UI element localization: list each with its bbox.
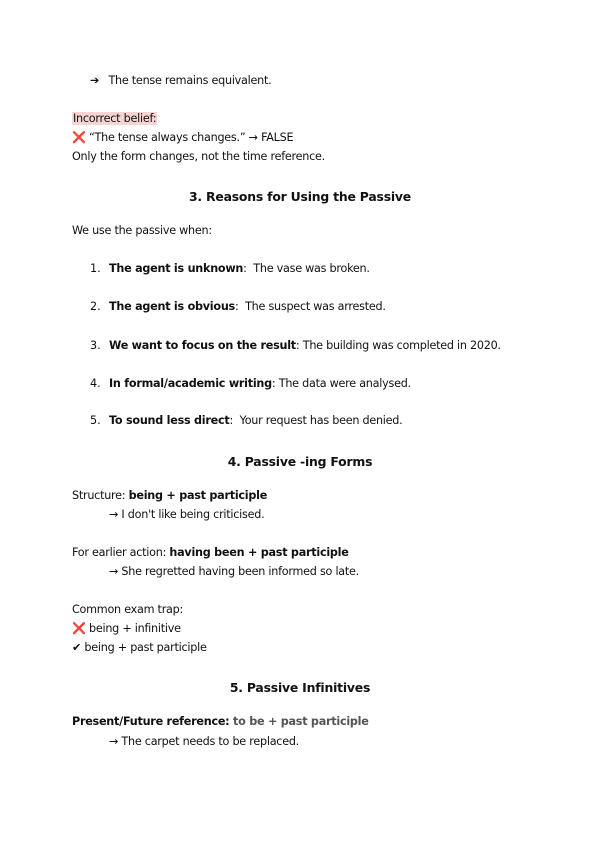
incorrect-belief-quote: “The tense always changes.” → FALSE xyxy=(89,131,294,144)
list-item-sep: : xyxy=(243,262,247,275)
list-item-sep: : xyxy=(234,300,239,313)
list-item-number: 2. xyxy=(90,300,101,313)
earlier-action-line xyxy=(72,545,349,561)
list-item xyxy=(109,338,501,354)
tense-equivalent-text: The tense remains equivalent. xyxy=(108,74,272,87)
exam-trap-wrong-line xyxy=(72,621,181,637)
list-item xyxy=(109,376,411,392)
section-4-heading: 4. Passive -ing Forms xyxy=(227,454,373,469)
check-mark-icon: ✔ xyxy=(72,641,82,654)
section-5-heading: 5. Passive Infinitives xyxy=(229,680,371,695)
list-item-bold: To sound less direct xyxy=(109,414,230,427)
arrow-icon: ➔ xyxy=(90,74,100,87)
list-item-text: The building was completed in 2020. xyxy=(299,339,501,352)
structure-value: being + past participle xyxy=(128,489,268,502)
cross-mark-icon: ❌ xyxy=(72,131,86,144)
incorrect-belief-label-line xyxy=(72,111,157,127)
structure-label: Structure: xyxy=(72,489,129,502)
exam-trap-wrong-text: being + infinitive xyxy=(85,622,181,635)
list-item-number: 1. xyxy=(90,262,101,275)
incorrect-belief-label: Incorrect belief: xyxy=(73,112,157,125)
earlier-action-value: having been + past participle xyxy=(169,546,349,559)
present-reference-line xyxy=(72,714,369,730)
list-item-text: Your request has been denied. xyxy=(233,414,403,427)
list-item xyxy=(109,261,370,277)
list-item-bold: We want to focus on the result xyxy=(109,339,296,352)
section-3-heading: 3. Reasons for Using the Passive xyxy=(188,189,411,204)
list-item-number: 3. xyxy=(90,339,101,352)
list-item-sep: : xyxy=(271,377,276,390)
exam-trap-right-text: being + past participle xyxy=(81,641,207,654)
form-changes-note: Only the form changes, not the time reference. xyxy=(72,150,325,163)
present-reference-value: to be + past participle xyxy=(229,715,369,728)
earlier-action-label: For earlier action: xyxy=(72,546,170,559)
list-item-text: The data were analysed. xyxy=(275,377,411,390)
list-item-sep: : xyxy=(229,414,233,427)
exam-trap-right-line xyxy=(72,640,207,656)
tense-equivalent-line xyxy=(90,73,271,89)
incorrect-belief-quote-line xyxy=(72,130,293,146)
list-item-text: The suspect was arrested. xyxy=(238,300,386,313)
list-item-text: The vase was broken. xyxy=(246,262,370,275)
list-item-sep: : xyxy=(295,339,300,352)
structure-example: → I don't like being criticised. xyxy=(109,508,265,521)
present-reference-label: Present/Future reference: xyxy=(72,715,230,728)
section-3-intro: We use the passive when: xyxy=(72,224,212,237)
cross-mark-icon: ❌ xyxy=(72,622,86,635)
earlier-action-example: → She regretted having been informed so late. xyxy=(109,565,359,578)
present-reference-example: → The carpet needs to be replaced. xyxy=(109,735,299,748)
list-item xyxy=(109,299,386,315)
list-item-bold: The agent is unknown xyxy=(109,262,244,275)
list-item-bold: The agent is obvious xyxy=(109,300,235,313)
list-item-number: 5. xyxy=(90,414,101,427)
list-item-bold: In formal/academic writing xyxy=(109,377,272,390)
list-item xyxy=(109,413,402,429)
structure-line xyxy=(72,488,267,504)
list-item-number: 4. xyxy=(90,377,101,390)
exam-trap-label: Common exam trap: xyxy=(72,603,184,616)
